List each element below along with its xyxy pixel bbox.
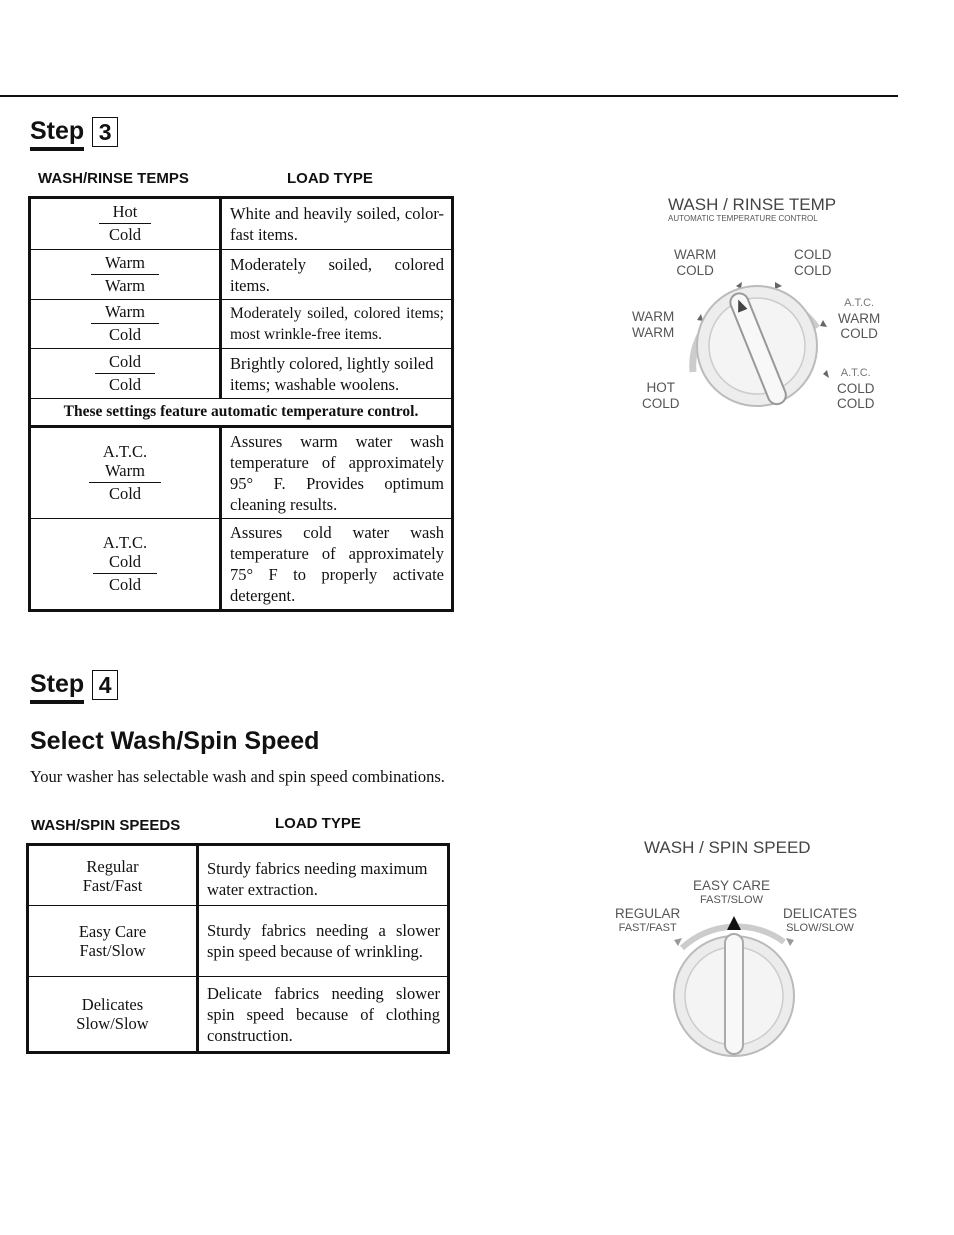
rinse-temp: Cold [108, 225, 142, 244]
speed-name: Delicates [81, 995, 144, 1014]
table-row [30, 399, 453, 427]
wash-temp: Cold [95, 352, 155, 374]
wash-rinse-temps-table [28, 196, 454, 612]
speed-name: Regular [86, 856, 139, 876]
step-number: 3 [92, 117, 118, 147]
dial-subtitle: AUTOMATIC TEMPERATURE CONTROL [668, 214, 818, 223]
load-type-desc: Assures cold water wash temperature of approximately 75° F to properly activate detergent. [221, 519, 453, 611]
setting-atc-warm-cold: A.T.C. WARM COLD [838, 297, 881, 341]
wash-temp: Warm [89, 461, 161, 483]
load-type-desc: Moderately soiled, colored items. [221, 250, 453, 300]
load-type-desc: Delicate fabrics needing slower spin speed because of clothing construction. [198, 977, 449, 1053]
load-type-desc: White and heavily soiled, color-fast items. [221, 198, 453, 250]
setting-atc-cold-cold: A.T.C. COLD COLD [837, 367, 875, 411]
col-header-temps: WASH/RINSE TEMPS [38, 170, 189, 187]
load-type-desc: Sturdy fabrics needing maximum water extraction. [198, 845, 449, 906]
speed-value: Slow/Slow [76, 1014, 149, 1033]
table-row [30, 198, 453, 250]
load-type-desc: Brightly colored, lightly soiled items; washable woolens. [221, 349, 453, 399]
setting-warm-cold: WARM COLD [674, 247, 717, 278]
table-row [30, 427, 453, 519]
col-header-load-type: LOAD TYPE [275, 815, 361, 832]
speed-knob-icon [660, 910, 810, 1060]
table-row [30, 250, 453, 300]
load-type-desc: Sturdy fabrics needing a slower spin speed because of wrinkling. [198, 906, 449, 977]
setting-easy-care: EASY CARE FAST/SLOW [693, 878, 771, 906]
speed-value: Fast/Slow [79, 941, 146, 960]
rinse-temp: Cold [108, 325, 142, 344]
table-row [28, 977, 449, 1053]
setting-regular: REGULAR FAST/FAST [615, 906, 681, 934]
wash-spin-speeds-table [26, 843, 450, 1054]
wash-temp: Cold [93, 552, 157, 574]
step-word: Step [30, 670, 84, 704]
step-4-heading [30, 670, 118, 704]
load-type-desc: Assures warm water wash temperature of approximately 95° F. Provides optimum cleaning results. [221, 427, 453, 519]
wash-temp: Warm [91, 253, 159, 275]
table-row [28, 906, 449, 977]
table-row [30, 300, 453, 349]
step-word: Step [30, 117, 84, 151]
intro-paragraph: Your washer has selectable wash and spin speed combinations. [30, 767, 445, 786]
wash-temp: Hot [99, 202, 152, 224]
setting-hot-cold: HOT COLD [642, 380, 680, 411]
speed-name: Easy Care [78, 922, 147, 941]
rinse-temp: Cold [108, 374, 142, 394]
load-type-desc: Moderately soiled, colored items; most wrinkle-free items. [221, 300, 453, 349]
setting-delicates: DELICATES SLOW/SLOW [783, 906, 858, 934]
step-3-heading [30, 117, 118, 151]
rinse-temp: Cold [108, 483, 142, 503]
speed-value: Fast/Fast [82, 875, 143, 895]
atc-label: A.T.C. [102, 441, 148, 461]
atc-note: These settings feature automatic temperature control. [30, 399, 453, 427]
dial-title: WASH / RINSE TEMP [668, 195, 837, 214]
step-number: 4 [92, 670, 118, 700]
header-rule [0, 95, 898, 97]
section-heading: Select Wash/Spin Speed [30, 727, 320, 755]
table-row [28, 845, 449, 906]
temp-knob-icon [675, 268, 835, 428]
col-header-load-type: LOAD TYPE [287, 170, 373, 187]
wash-temp: Warm [91, 302, 159, 324]
dial-title: WASH / SPIN SPEED [644, 838, 811, 857]
rinse-temp: Cold [108, 574, 142, 594]
table-row [30, 349, 453, 399]
setting-warm-warm: WARM WARM [632, 309, 675, 340]
atc-label: A.T.C. [102, 532, 148, 552]
setting-cold-cold: COLD COLD [794, 247, 832, 278]
rinse-temp: Warm [105, 275, 145, 295]
table-row [30, 519, 453, 611]
col-header-speeds: WASH/SPIN SPEEDS [31, 817, 181, 834]
